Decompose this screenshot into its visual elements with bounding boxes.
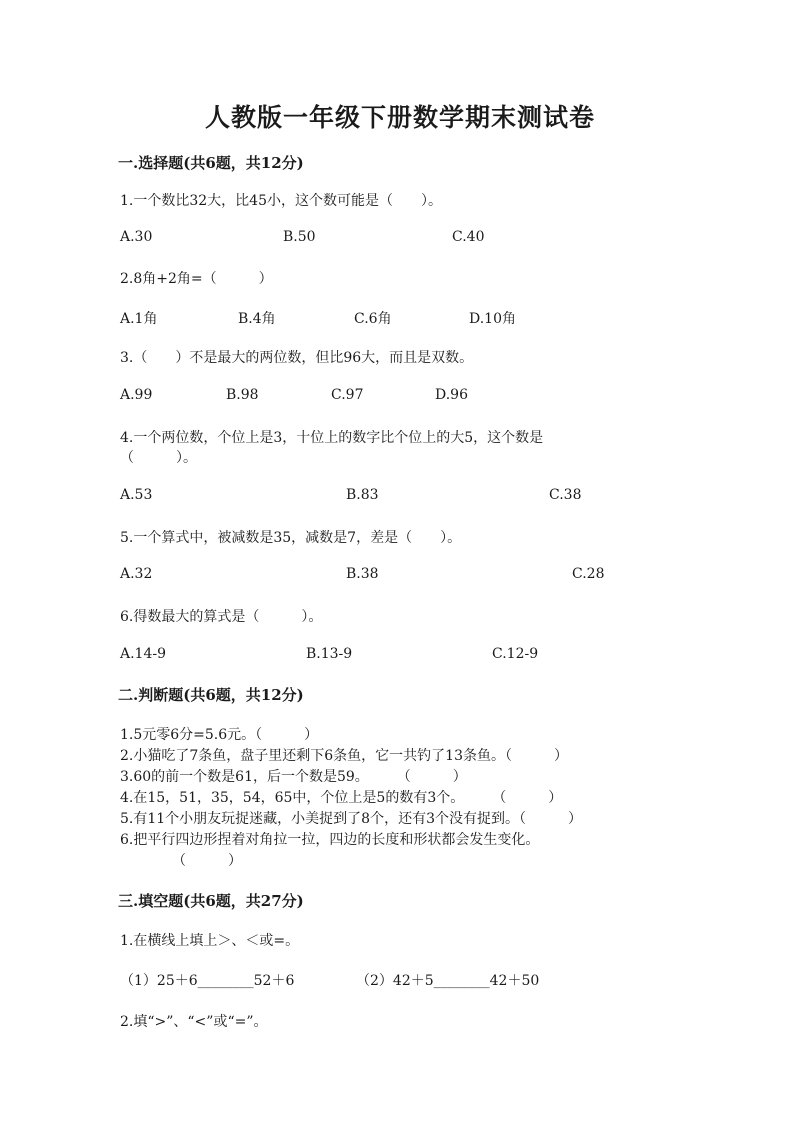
option-b: B.98 — [226, 387, 259, 403]
option-b: B.4角 — [238, 311, 276, 327]
option-a: A.53 — [120, 487, 153, 503]
question-2: 2.8角+2角=（ ） — [120, 271, 273, 287]
judge-item-5: 5.有11个小朋友玩捉迷藏，小美捉到了8个，还有3个没有捉到。（ ） — [120, 811, 582, 827]
section-heading-choice: 一.选择题(共6题，共12分) — [118, 154, 304, 172]
option-d: D.10角 — [469, 311, 516, 327]
option-a: A.30 — [120, 229, 153, 245]
question-4-continued: （ ）。 — [120, 450, 197, 466]
fill-question-1-part-2: （2）42＋5________42＋50 — [356, 973, 540, 989]
option-c: C.12-9 — [492, 646, 539, 662]
option-a: A.99 — [120, 387, 153, 403]
question-4: 4.一个两位数，个位上是3，十位上的数字比个位上的大5，这个数是 — [120, 430, 544, 446]
question-1: 1.一个数比32大，比45小，这个数可能是（ ）。 — [120, 193, 442, 209]
judge-item-2: 2.小猫吃了7条鱼，盘子里还剩下6条鱼，它一共钓了13条鱼。（ ） — [120, 748, 568, 764]
option-b: B.50 — [283, 229, 316, 245]
question-3: 3.（ ）不是最大的两位数，但比96大，而且是双数。 — [120, 350, 474, 366]
judge-item-6-bracket: （ ） — [172, 853, 242, 869]
option-c: C.28 — [572, 566, 605, 582]
section-heading-fill-blank: 三.填空题(共6题，共27分) — [118, 892, 304, 910]
judge-item-6: 6.把平行四边形捏着对角拉一拉，四边的长度和形状都会发生变化。 — [120, 832, 540, 848]
section-heading-true-false: 二.判断题(共6题，共12分) — [118, 686, 304, 704]
judge-item-1: 1.5元零6分=5.6元。（ ） — [120, 727, 319, 743]
option-c: C.97 — [331, 387, 364, 403]
option-a: A.14-9 — [120, 646, 167, 662]
question-6: 6.得数最大的算式是（ ）。 — [120, 609, 323, 625]
option-c: C.40 — [452, 229, 485, 245]
option-b: B.83 — [346, 487, 379, 503]
fill-question-2: 2.填“>”、“<”或“=”。 — [120, 1014, 268, 1030]
judge-item-3: 3.60的前一个数是61，后一个数是59。 （ ） — [120, 769, 467, 785]
fill-question-1-part-1: （1）25＋6________52＋6 — [120, 973, 295, 989]
question-5: 5.一个算式中，被减数是35，减数是7，差是（ ）。 — [120, 530, 462, 546]
option-b: B.13-9 — [306, 646, 353, 662]
option-b: B.38 — [346, 566, 379, 582]
option-c: C.6角 — [354, 311, 392, 327]
page-title: 人教版一年级下册数学期末测试卷 — [204, 103, 595, 132]
option-a: A.1角 — [120, 311, 158, 327]
fill-question-1: 1.在横线上填上＞、＜或=。 — [120, 933, 300, 949]
judge-item-4: 4.在15，51，35，54，65中，个位上是5的数有3个。 （ ） — [120, 790, 563, 806]
option-d: D.96 — [435, 387, 468, 403]
option-a: A.32 — [120, 566, 153, 582]
option-c: C.38 — [549, 487, 582, 503]
